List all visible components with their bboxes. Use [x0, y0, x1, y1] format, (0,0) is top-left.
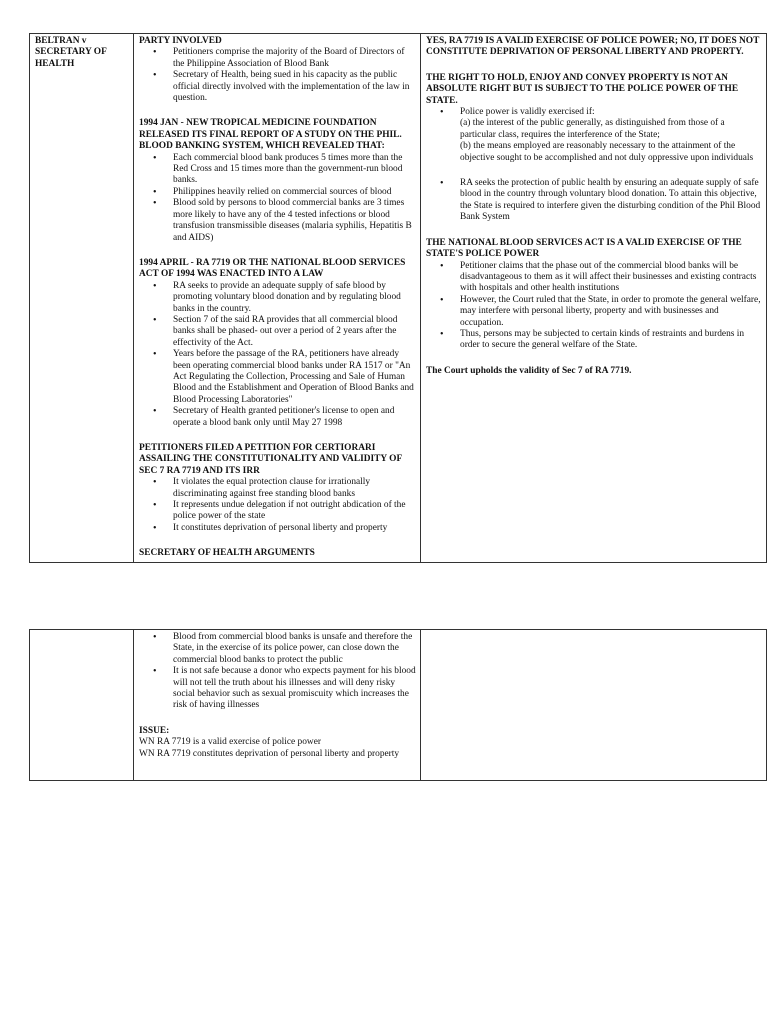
- party-heading: PARTY INVOLVED: [139, 36, 222, 46]
- facts-cell: [134, 34, 421, 563]
- list-item: • Blood from commercial blood banks is unsafe and therefore the State, in the exercise of its police power, can close down the commercial blood banks to protect the public: [173, 632, 416, 666]
- empty-ruling-cell: [421, 630, 767, 781]
- list-item: • Philippines heavily relied on commercial sources of blood: [173, 187, 416, 198]
- april-list: [139, 281, 416, 429]
- police-list: [426, 107, 762, 164]
- case-row: [30, 34, 767, 563]
- issue-line: WN RA 7719 constitutes deprivation of personal liberty and property: [139, 748, 400, 759]
- valid-list: [426, 261, 762, 352]
- list-item: • It is not safe because a donor who expects payment for his blood will not tell the truth about his illnesses and will deny risky social behavior such as sexual promiscuity which increases the risk of having illnesses: [173, 666, 416, 712]
- list-item: • Secretary of Health, being sued in his capacity as the public official directly involved with the implementation of the law in question.: [173, 70, 416, 104]
- case-title-cell: [30, 34, 134, 563]
- list-item: • It represents undue delegation if not outright abdication of the police power of the state: [173, 500, 416, 523]
- case-table-page-2: [29, 629, 767, 781]
- valid-heading: THE NATIONAL BLOOD SERVICES ACT IS A VALID EXERCISE OF THE STATE'S POLICE POWER: [426, 237, 742, 260]
- list-item: • Thus, persons may be subjected to certain kinds of restraints and burdens in order to secure the general welfare of the State.: [460, 329, 762, 352]
- list-item: • Secretary of Health granted petitioner's license to open and operate a blood bank only until May 27 1998: [173, 406, 416, 429]
- case-title: BELTRAN v SECRETARY OF HEALTH: [35, 36, 107, 69]
- list-item: • Section 7 of the said RA provides that all commercial blood banks shall be phased- out over a period of 2 years after the effectivity of the Act.: [173, 315, 416, 349]
- list-item: • RA seeks to provide an adequate supply of safe blood by promoting voluntary blood donation and by regulating blood banks in the country.: [173, 281, 416, 315]
- arguments-cell: [134, 630, 421, 781]
- secretary-heading: SECRETARY OF HEALTH ARGUMENTS: [139, 548, 315, 559]
- empty-title-cell: [30, 630, 134, 781]
- list-item: • It violates the equal protection clause for irrationally discriminating against free standing blood banks: [173, 477, 416, 500]
- conclusion: The Court upholds the validity of Sec 7 of RA 7719.: [426, 365, 632, 376]
- right-heading: THE RIGHT TO HOLD, ENJOY AND CONVEY PROPERTY IS NOT AN ABSOLUTE RIGHT BUT IS SUBJECT TO THE POLICE POWER OF THE STATE.: [426, 72, 739, 106]
- list-item: • RA seeks the protection of public health by ensuring an adequate supply of safe blood in the country through voluntary blood donation. To attain this objective, the State is required to interfere given the disturbing condition of the Phil Blood Bank System: [460, 178, 762, 224]
- jan-list: [139, 153, 416, 244]
- list-item: • It constitutes deprivation of personal liberty and property: [173, 523, 416, 534]
- party-list: [139, 47, 416, 104]
- police-item: Police power is validly exercised if:: [460, 107, 595, 118]
- petition-list: [139, 477, 416, 534]
- april-heading: 1994 APRIL - RA 7719 OR THE NATIONAL BLOOD SERVICES ACT OF 1994 WAS ENACTED INTO A LAW: [139, 257, 406, 280]
- jan-heading: 1994 JAN - NEW TROPICAL MEDICINE FOUNDATION RELEASED ITS FINAL REPORT OF A STUDY ON THE PHIL. BLOOD BANKING SYSTEM, WHICH REVEALED THAT:: [139, 118, 402, 152]
- list-item: • Blood sold by persons to blood commercial banks are 3 times more likely to have any of the 4 tested infections or blood transfusion transmissible diseases (malaria syphilis, Hepatitis B and AIDS): [173, 198, 416, 244]
- list-item: • Years before the passage of the RA, petitioners have already been operating commercial blood banks under RA 1517 or "An Act Regulating the Collection, Processing and Sale of Human Blood and the Establishment and Operation of Blood Banks and Blood Processing Laboratories": [173, 349, 416, 406]
- secretary-arguments-list: [139, 632, 416, 712]
- police-sub-b: (b) the means employed are reasonably necessary to the attainment of the objective sought to be accomplished and not duly oppressive upon individuals: [460, 141, 754, 163]
- case-table-page-1: [29, 33, 767, 563]
- petition-heading: PETITIONERS FILED A PETITION FOR CERTIORARI ASSAILING THE CONSTITUTIONALITY AND VALIDITY OF SEC 7 RA 7719 AND ITS IRR: [139, 443, 402, 476]
- police-sub-a: (a) the interest of the public generally, as distinguished from those of a particular class, requires the interference of the State;: [460, 118, 725, 140]
- list-item: • Petitioners comprise the majority of the Board of Directors of the Philippine Association of Blood Bank: [173, 47, 416, 70]
- case-row: [30, 630, 767, 781]
- list-item: • Each commercial blood bank produces 5 times more than the Red Cross and 15 times more than the government-run blood banks.: [173, 153, 416, 187]
- list-item: • Petitioner claims that the phase out of the commercial blood banks will be disadvantageous to them as it will affect their businesses and existing contracts with hospitals and other health institutions: [460, 261, 762, 295]
- ruling-cell: [421, 34, 767, 563]
- issue-heading: ISSUE:: [139, 725, 170, 736]
- list-item: [460, 107, 762, 164]
- list-item: • However, the Court ruled that the State, in order to promote the general welfare, may interfere with personal liberty, property and with businesses and occupation.: [460, 295, 762, 329]
- issue-line: WN RA 7719 is a valid exercise of police power: [139, 737, 321, 748]
- answer-heading: YES, RA 7719 IS A VALID EXERCISE OF POLICE POWER; NO, IT DOES NOT CONSTITUTE DEPRIVATION OF PERSONAL LIBERTY AND PROPERTY.: [426, 36, 760, 58]
- ra-list: [426, 178, 762, 224]
